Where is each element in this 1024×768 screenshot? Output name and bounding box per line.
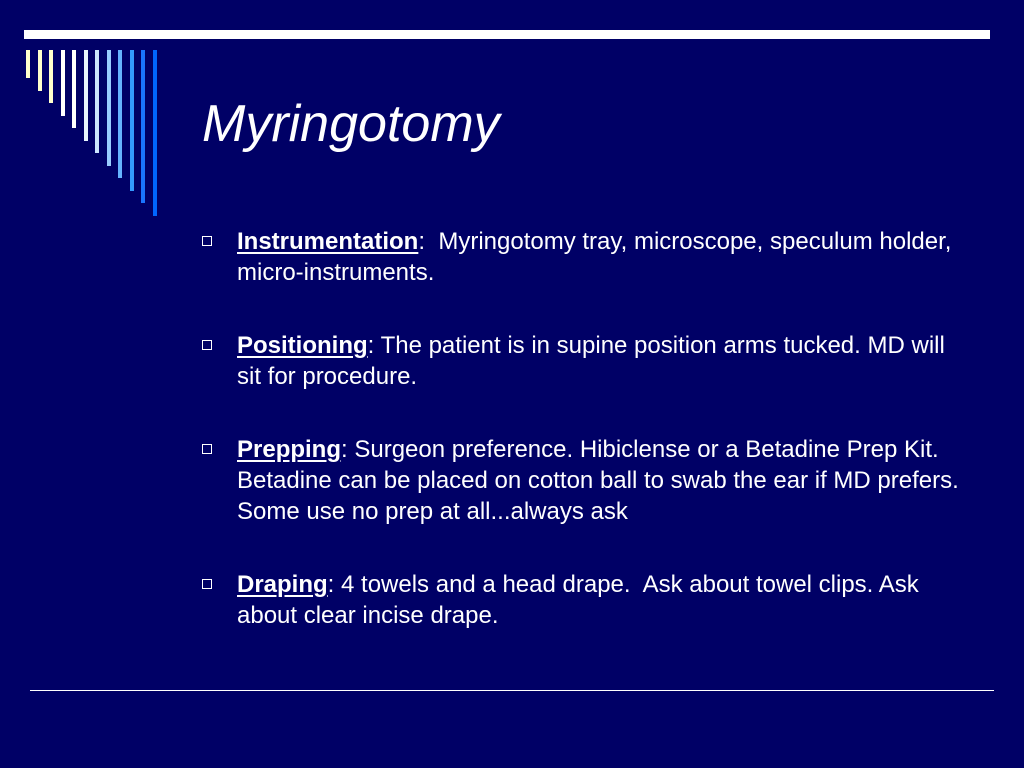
slide-title: Myringotomy <box>202 95 500 153</box>
bullet-term: Instrumentation <box>237 228 419 255</box>
bullet-text: 4 towels and a head drape. Ask about towel clips. Ask about clear incise drape. <box>237 571 926 629</box>
bullet-separator: : <box>341 436 348 463</box>
square-bullet-icon <box>202 444 212 454</box>
bullet-separator: : <box>367 332 375 359</box>
decorative-stripe <box>107 50 111 166</box>
decorative-stripe <box>38 50 42 91</box>
top-rule <box>24 30 990 39</box>
decorative-stripe <box>95 50 99 153</box>
decorative-stripe <box>26 50 30 78</box>
square-bullet-icon <box>202 579 212 589</box>
bullet-text: Surgeon preference. Hibiclense or a Betadine Prep Kit. Betadine can be placed on cotton ball to swab the ear if MD prefers. Some use no prep at all...always ask <box>237 436 973 525</box>
bullet-instrumentation <box>200 226 960 288</box>
decorative-stripe <box>130 50 134 191</box>
bullet-text: Myringotomy tray, microscope, speculum holder, micro-instruments. <box>237 228 959 286</box>
decorative-stripe <box>141 50 145 203</box>
square-bullet-icon <box>202 236 212 246</box>
decorative-stripe <box>118 50 122 178</box>
decorative-stripes <box>24 50 174 210</box>
decorative-stripe <box>49 50 53 103</box>
square-bullet-icon <box>202 340 212 350</box>
bullet-list <box>200 226 973 631</box>
bullet-term: Draping <box>237 571 328 598</box>
bullet-positioning <box>200 330 960 392</box>
bullet-term: Prepping <box>237 436 342 463</box>
bottom-rule <box>30 690 994 691</box>
decorative-stripe <box>61 50 65 116</box>
bullet-separator: : <box>327 571 335 598</box>
decorative-stripe <box>153 50 157 216</box>
bullet-draping <box>200 569 960 631</box>
decorative-stripe <box>84 50 88 141</box>
bullet-prepping <box>200 434 973 527</box>
bullet-text: The patient is in supine position arms tucked. MD will sit for procedure. <box>237 332 952 390</box>
bullet-term: Positioning <box>237 332 368 359</box>
decorative-stripe <box>72 50 76 128</box>
bullet-separator: : <box>418 228 426 255</box>
